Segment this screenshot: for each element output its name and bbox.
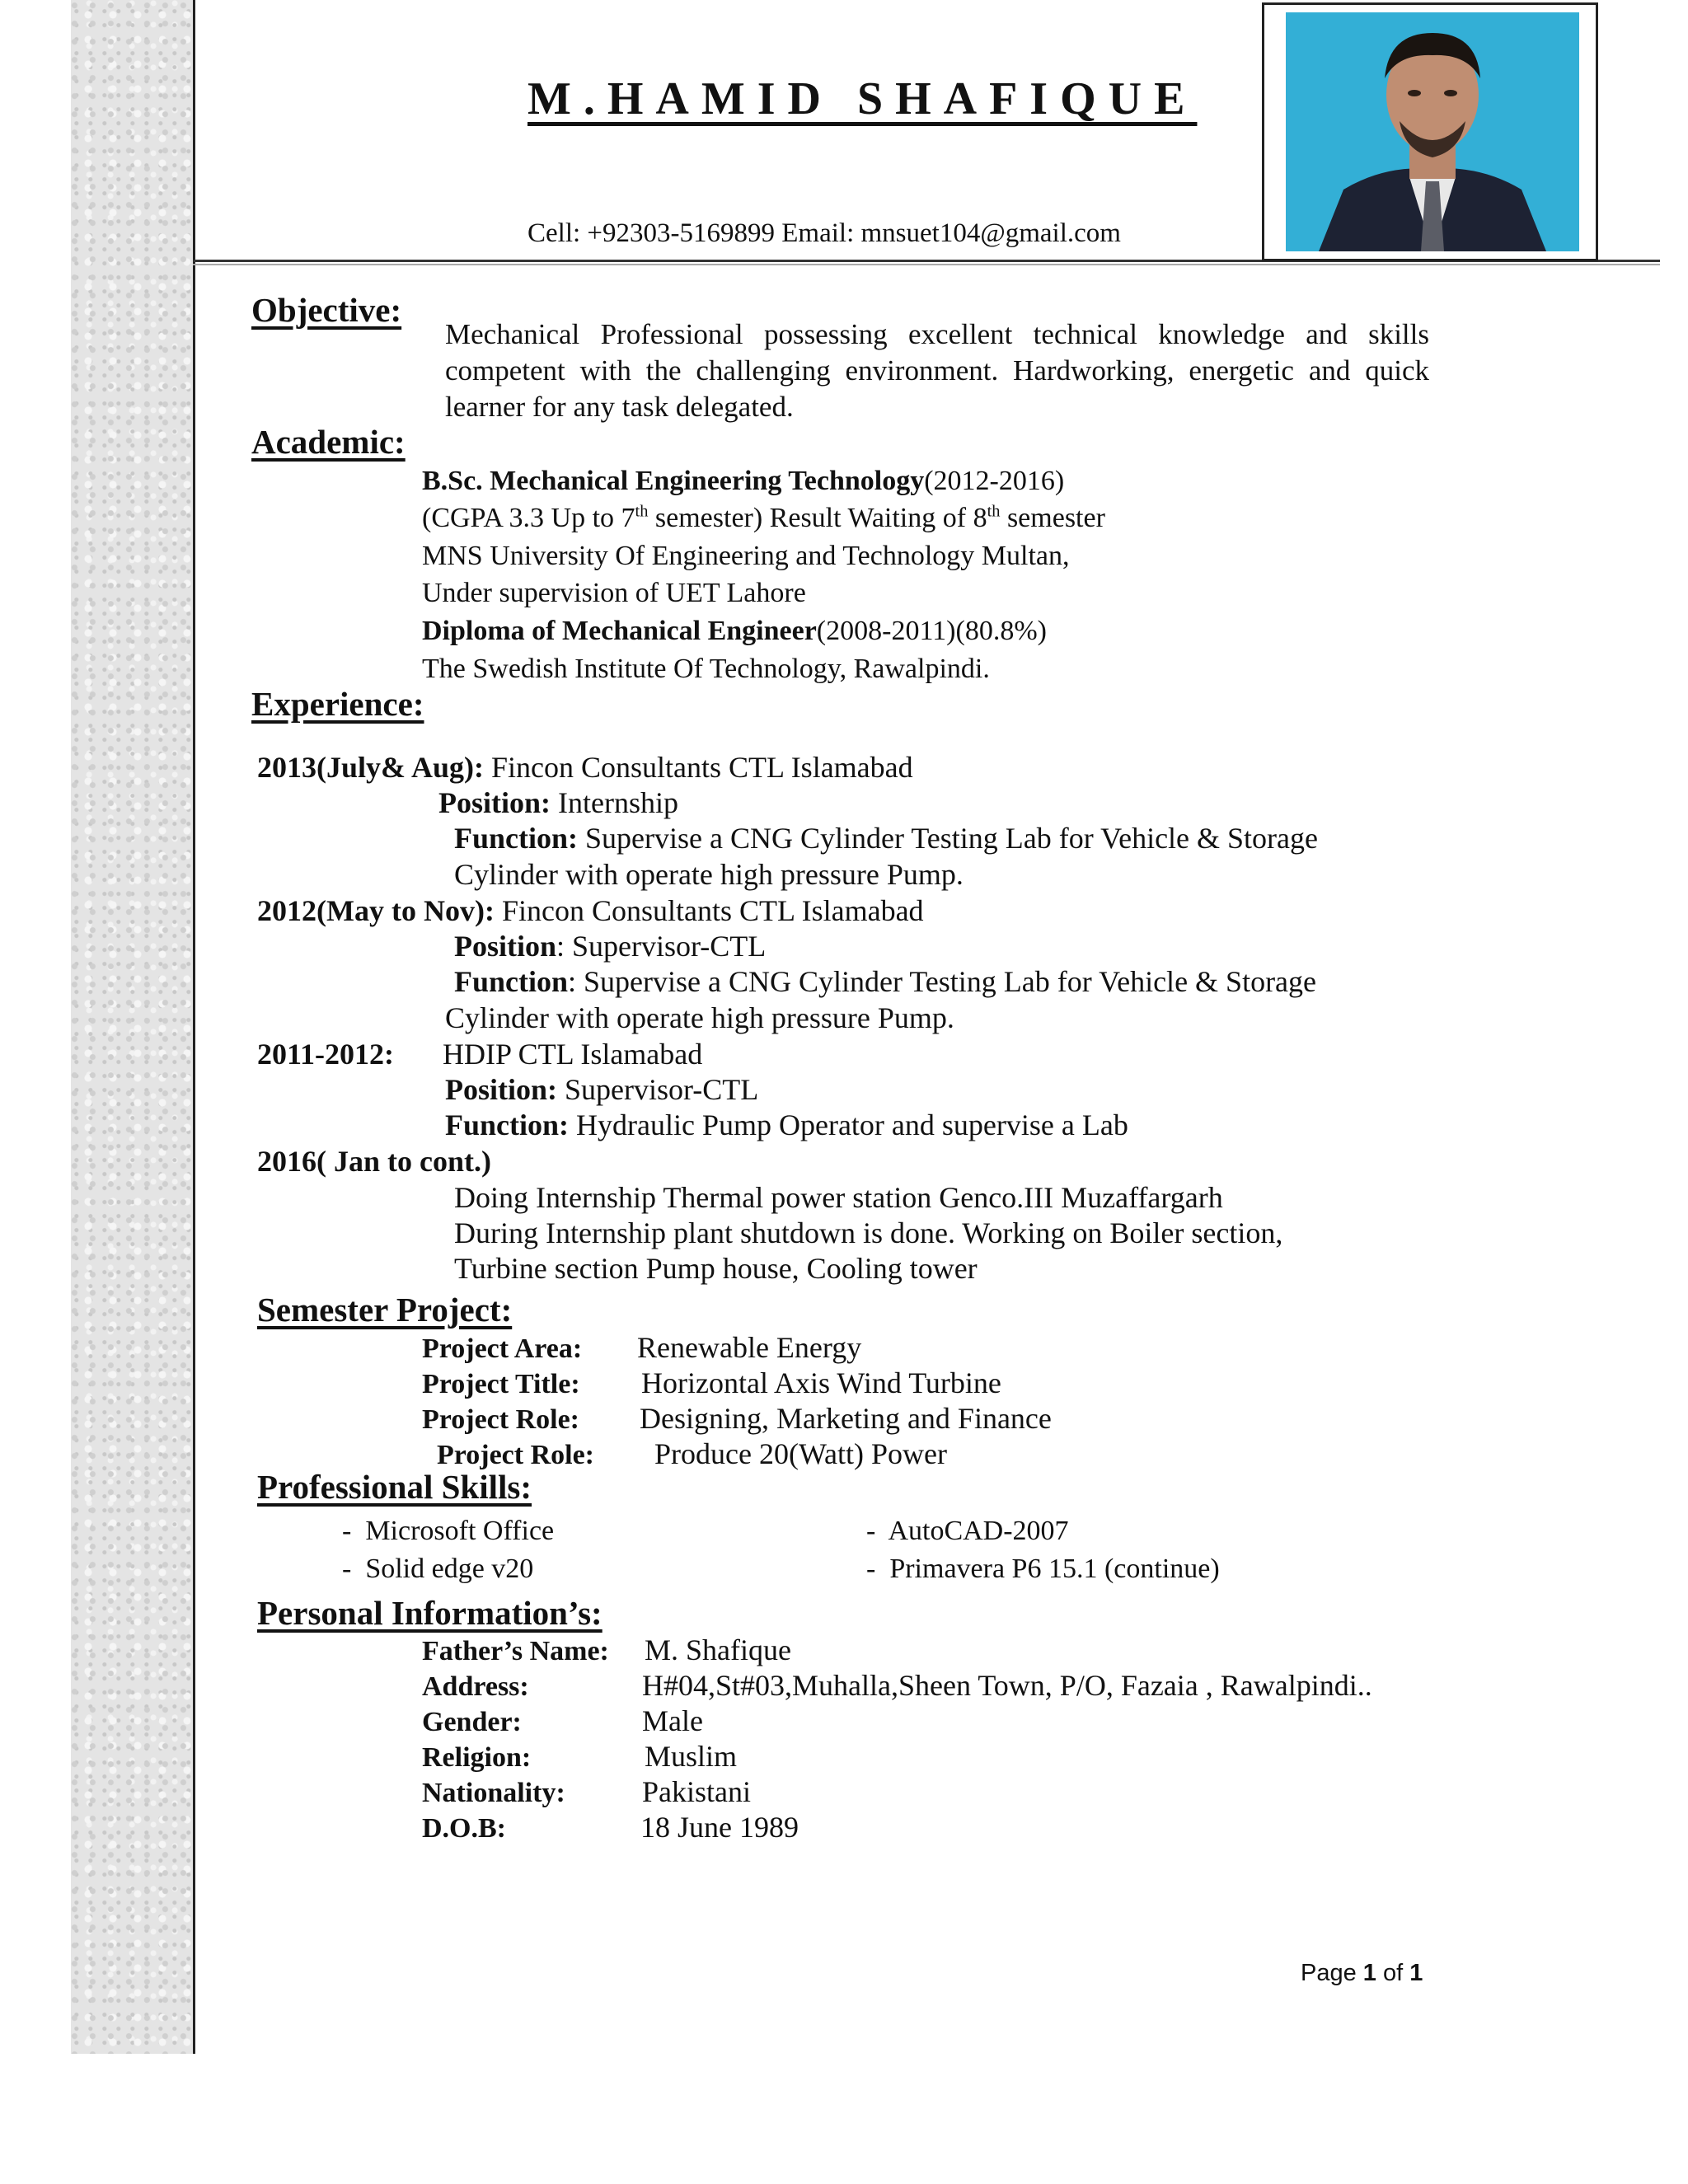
experience-4-line-3: Turbine section Pump house, Cooling tower <box>454 1252 978 1285</box>
experience-3-function <box>445 1110 1128 1140</box>
experience-heading: Experience: <box>251 685 424 723</box>
objective-heading: Objective: <box>251 291 402 329</box>
cgpa-text-c: semester <box>1000 503 1105 533</box>
function-value: Supervise a CNG Cylinder Testing Lab for Vehicle & Storage <box>578 822 1318 855</box>
personal-value-father: M. Shafique <box>645 1633 791 1666</box>
function-value: : Supervise a CNG Cylinder Testing Lab for Vehicle & Storage <box>568 965 1317 998</box>
experience-1-position <box>438 788 678 818</box>
function-value: Hydraulic Pump Operator and supervise a Lab <box>569 1108 1128 1141</box>
page-current: 1 <box>1362 1960 1376 1986</box>
skill-item: - AutoCAD-2007 <box>866 1516 1069 1546</box>
project-value-role: Designing, Marketing and Finance <box>640 1402 1052 1435</box>
degree-1-title: B.Sc. Mechanical Engineering Technology <box>422 466 925 496</box>
skill-text: Solid edge v20 <box>365 1554 534 1584</box>
personal-label-nationality: Nationality: <box>422 1778 565 1808</box>
personal-heading: Personal Information’s: <box>257 1594 603 1632</box>
experience-1-header <box>257 752 913 782</box>
position-value: Internship <box>551 786 678 819</box>
personal-label-dob: D.O.B: <box>422 1813 506 1844</box>
project-value-power: Produce 20(Watt) Power <box>654 1437 948 1470</box>
page-word: Page <box>1301 1960 1363 1986</box>
cgpa-sup-2: th <box>987 502 1001 521</box>
experience-1-date: 2013(July& Aug): <box>257 751 485 784</box>
left-decorative-strip <box>71 0 193 2054</box>
degree-2-rest: (2008-2011)(80.8%) <box>816 616 1047 646</box>
header-rule-shadow <box>193 264 1660 265</box>
personal-label-father: Father’s Name: <box>422 1636 609 1666</box>
page-of: of <box>1376 1960 1410 1986</box>
function-label: Function: <box>445 1108 570 1141</box>
experience-2-position <box>454 931 766 961</box>
candidate-name: M.HAMID SHAFIQUE <box>528 73 1198 124</box>
project-label-title: Project Title: <box>422 1369 580 1399</box>
page-number <box>1301 1960 1423 1987</box>
position-label: Position <box>454 930 557 963</box>
project-label-role-2: Project Role: <box>437 1440 594 1470</box>
skill-item: - Microsoft Office <box>342 1516 555 1546</box>
project-value-title: Horizontal Axis Wind Turbine <box>641 1366 1001 1399</box>
academic-heading: Academic: <box>251 423 406 461</box>
skill-item: - Primavera P6 15.1 (continue) <box>866 1554 1220 1584</box>
experience-2-function-cont: Cylinder with operate high pressure Pump. <box>445 1001 954 1034</box>
profile-photo <box>1286 12 1579 251</box>
academic-degree-2 <box>422 617 1047 645</box>
personal-value-nationality: Pakistani <box>642 1775 751 1808</box>
objective-text: Mechanical Professional possessing excellent technical knowledge and skills competent with the challenging environment. Hardworking, energetic and quick learner for any task delegated. <box>445 318 1429 423</box>
personal-value-address: H#04,St#03,Muhalla,Sheen Town, P/O, Fazaia , Rawalpindi.. <box>642 1669 1372 1702</box>
cgpa-sup-1: th <box>635 502 649 521</box>
experience-1-company: Fincon Consultants CTL Islamabad <box>484 751 913 784</box>
experience-2-function <box>454 967 1316 996</box>
page-total: 1 <box>1409 1960 1423 1986</box>
cgpa-text-b: semester) Result Waiting of 8 <box>648 503 987 533</box>
skill-item: - Solid edge v20 <box>342 1554 534 1584</box>
experience-2-header <box>257 896 924 926</box>
experience-4-date: 2016( Jan to cont.) <box>257 1145 491 1178</box>
personal-value-religion: Muslim <box>645 1740 738 1773</box>
academic-supervision: Under supervision of UET Lahore <box>422 578 806 608</box>
experience-4-line-2: During Internship plant shutdown is done. Working on Boiler section, <box>454 1216 1283 1249</box>
experience-1-function <box>454 823 1318 853</box>
contact-line: Cell: +92303-5169899 Email: mnsuet104@gmail.com <box>528 218 1121 248</box>
experience-4-line-1: Doing Internship Thermal power station Genco.III Muzaffargarh <box>454 1181 1223 1214</box>
skill-text: Primavera P6 15.1 (continue) <box>889 1554 1220 1584</box>
experience-2-company: Fincon Consultants CTL Islamabad <box>494 894 924 927</box>
academic-institute: The Swedish Institute Of Technology, Rawalpindi. <box>422 654 990 684</box>
degree-1-years: (2012-2016) <box>924 466 1065 496</box>
position-value: Supervisor-CTL <box>557 1073 759 1106</box>
position-value: : Supervisor-CTL <box>556 930 767 963</box>
project-label-area: Project Area: <box>422 1333 583 1364</box>
personal-label-gender: Gender: <box>422 1707 522 1737</box>
person-portrait-icon <box>1286 12 1579 251</box>
experience-3-company: HDIP CTL Islamabad <box>443 1038 703 1071</box>
experience-3-position <box>445 1075 758 1104</box>
cgpa-text-a: (CGPA 3.3 Up to 7 <box>422 503 635 533</box>
project-heading: Semester Project: <box>257 1291 513 1329</box>
function-label: Function: <box>454 822 579 855</box>
experience-2-date: 2012(May to Nov): <box>257 894 495 927</box>
academic-university: MNS University Of Engineering and Technology Multan, <box>422 541 1070 571</box>
experience-1-function-cont: Cylinder with operate high pressure Pump. <box>454 858 964 891</box>
experience-3-date: 2011-2012: <box>257 1038 394 1071</box>
degree-2-title: Diploma of Mechanical Engineer <box>422 616 817 646</box>
skill-text: Microsoft Office <box>365 1516 555 1546</box>
vertical-rule <box>193 0 195 2054</box>
position-label: Position: <box>438 786 551 819</box>
academic-cgpa <box>422 504 1105 532</box>
academic-degree-1 <box>422 467 1064 495</box>
skill-text: AutoCAD-2007 <box>888 1516 1069 1546</box>
personal-value-dob: 18 June 1989 <box>640 1811 799 1844</box>
personal-label-religion: Religion: <box>422 1742 532 1773</box>
skills-heading: Professional Skills: <box>257 1468 532 1506</box>
function-label: Function <box>454 965 569 998</box>
project-label-role: Project Role: <box>422 1404 579 1435</box>
personal-value-gender: Male <box>642 1704 703 1737</box>
position-label: Position: <box>445 1073 558 1106</box>
personal-label-address: Address: <box>422 1671 529 1702</box>
project-value-area: Renewable Energy <box>637 1331 862 1364</box>
